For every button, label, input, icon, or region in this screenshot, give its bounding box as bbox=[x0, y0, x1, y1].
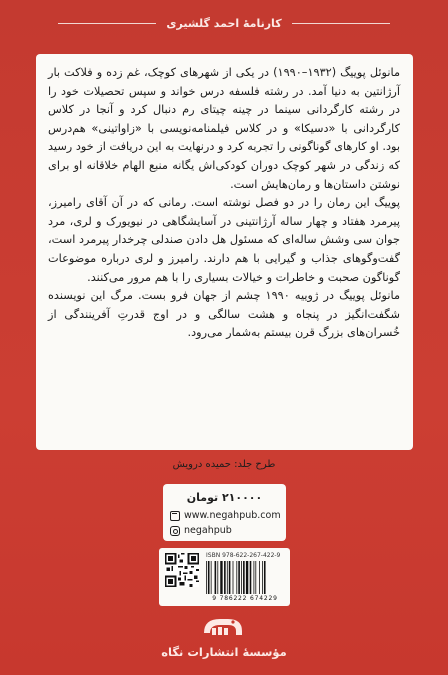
barcode bbox=[205, 561, 285, 594]
isbn-number: ISBN 978-622-267-422-9 bbox=[206, 552, 281, 559]
series-title: کارنامهٔ احمد گلشیری bbox=[166, 16, 282, 30]
series-header bbox=[0, 10, 448, 36]
website-link[interactable]: www.negahpub.com bbox=[184, 510, 281, 521]
negah-logo-icon bbox=[198, 613, 248, 641]
paragraph-death: مانوئل پوییگ در ژوییه ۱۹۹۰ چشم از جهان فرو بست. مرگ این نویسنده شگفت‌انگیز در پنجاه و هشت سالگی و در اوج قدرتِ آفرینندگی از خُسران‌های بزرگ قرن بیستم به‌شمار می‌رود. bbox=[48, 289, 401, 340]
barcode-number: 9 786222 674229 bbox=[212, 595, 278, 602]
web-icon bbox=[170, 511, 180, 521]
website-row bbox=[170, 510, 282, 521]
divider-line bbox=[292, 23, 390, 24]
instagram-row bbox=[170, 525, 282, 536]
price-label: ۲۱۰۰۰۰ تومان bbox=[186, 491, 263, 504]
paragraph-bio: مانوئل پوییگ (۱۹۳۲–۱۹۹۰) در یکی از شهرهای کوچک، غم زده و فلاکت بار آرژانتین به دنیا آمد. در رشته فلسفه درس خواند و سپس تحصیلات خود را در رشته کارگردانی سینما در چینه چیتای رم دنبال کرد و آنجا در کلاس کارگردانی با «دسیکا» و در کلاس فیلمنامه‌نویسی با «زاواتینی» هم‌درس بود. او کارهای گوناگونی را تجربه کرد و درنهایت به این دریافت از خود رسید که زندگی در شهر کوچک دوران کودکی‌اش یگانه منبع الهام خلاقانه او برای نوشتن داستان‌ها و رمان‌هایش است. bbox=[48, 66, 400, 191]
paragraph-novel: پوییگ این رمان را در دو فصل نوشته است. رمانی که در آن آقای رامیرز، پیرمرد هفتاد و چهار ساله آرژانتینی در آسایشگاهی در نیویورک و لری، مرد جوان سی وشش ساله‌ای که مسئول هل دادن صندلی چرخدار پیرمرد است، گفت‌وگوهای جذاب و گیرایی با هم دارند. رامیرز و لری درباره موضوعات گوناگون صحبت و خاطرات و خیالات بسیاری را با هم مرور می‌کنند. bbox=[48, 196, 400, 284]
synopsis-text bbox=[48, 64, 400, 343]
publisher-name: مؤسسهٔ انتشارات نگاه bbox=[161, 645, 287, 659]
qr-code bbox=[165, 553, 199, 587]
instagram-handle[interactable]: negahpub bbox=[184, 525, 232, 536]
instagram-icon bbox=[170, 526, 180, 536]
divider-line bbox=[58, 23, 156, 24]
cover-design-credit: طرح جلد: حمیده درویش bbox=[172, 459, 276, 470]
